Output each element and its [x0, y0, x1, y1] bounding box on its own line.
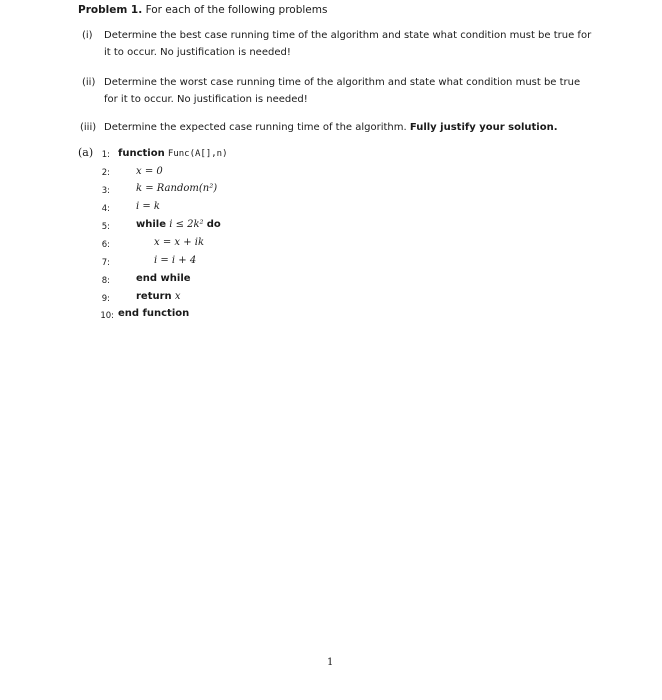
question-item-iii [80, 120, 590, 137]
keyword: function [118, 148, 165, 159]
keyword: do [206, 219, 221, 230]
question-number: (ii) [82, 77, 96, 88]
line-number: 6: [101, 240, 110, 250]
line-number: 1: [101, 150, 110, 160]
return-value: x [174, 291, 181, 302]
algorithm-line: k = Random(n²) [136, 183, 218, 194]
keyword: while [136, 219, 166, 230]
problem-intro: For each of the following problems [145, 4, 328, 16]
function-signature: Func(A[],n) [167, 149, 228, 159]
line-number: 5: [101, 222, 110, 232]
algorithm-line: i = k [136, 201, 160, 212]
algorithm-line: x = x + ik [154, 237, 205, 248]
question-emphasis: Fully justify your solution. [409, 122, 558, 133]
algorithm-line: end function [118, 308, 190, 319]
page-number: 1 [327, 657, 334, 668]
problem-label: Problem 1. [78, 4, 143, 16]
line-number: 4: [101, 204, 110, 214]
question-number: (i) [82, 30, 93, 41]
problem-heading [78, 4, 327, 16]
line-number: 8: [101, 276, 110, 286]
algorithm-line: i = i + 4 [154, 255, 197, 266]
line-number: 9: [101, 294, 110, 304]
line-number: 3: [101, 186, 110, 196]
algorithm-line: x = 0 [136, 166, 163, 177]
algorithm-label: (a) [78, 146, 94, 159]
algorithm-line: end while [136, 273, 191, 284]
line-number: 10: [100, 311, 114, 321]
line-number: 2: [101, 168, 110, 178]
line-number: 7: [101, 258, 110, 268]
loop-condition: i ≤ 2k² [169, 219, 204, 230]
question-text: Determine the worst case running time of the algorithm and state what condition must be true for it to occur. No justification is needed! [104, 77, 581, 105]
keyword: return [136, 291, 172, 302]
question-item-ii [82, 75, 592, 108]
algorithm-line [118, 148, 228, 159]
question-item-i [82, 28, 592, 61]
question-text: Determine the expected case running time of the algorithm. [104, 122, 407, 133]
algorithm-line [136, 219, 221, 230]
question-number: (iii) [80, 122, 97, 133]
algorithm-line [136, 291, 181, 302]
question-text: Determine the best case running time of the algorithm and state what condition must be true for it to occur. No justification is needed! [104, 30, 592, 58]
